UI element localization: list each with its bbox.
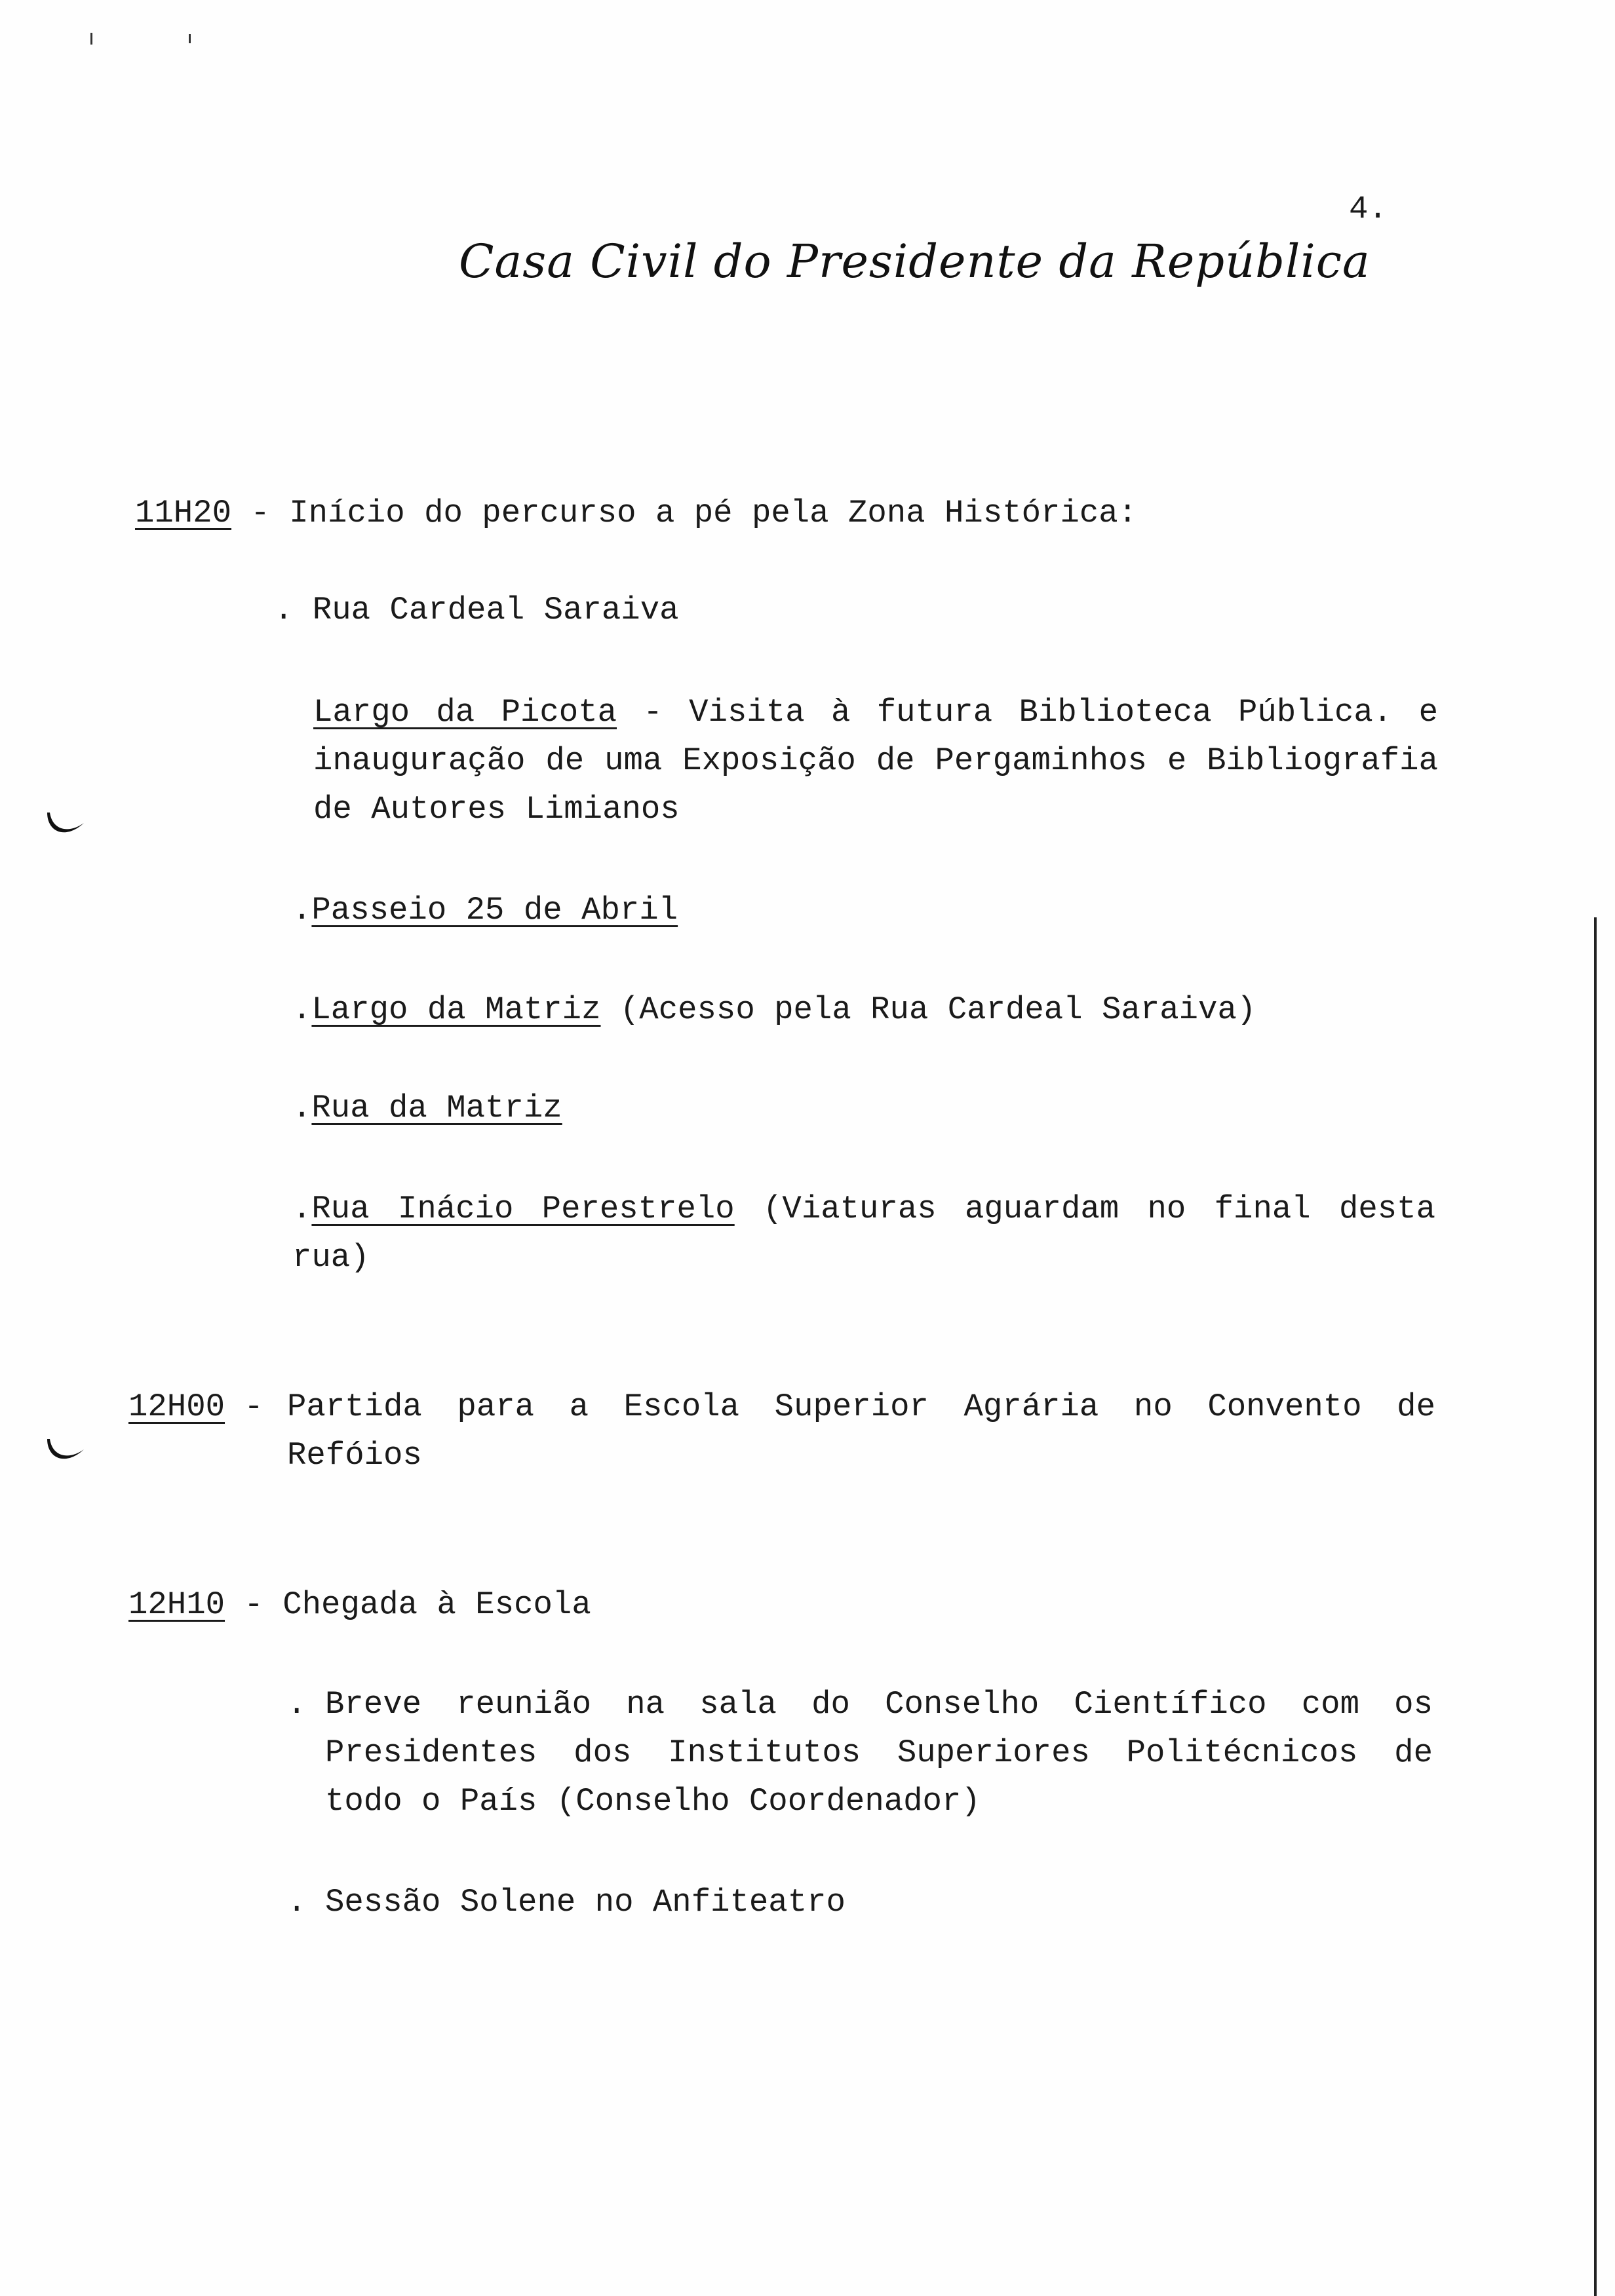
time-label: 12H00 [128,1388,225,1425]
time-1200: 12H00 - [128,1388,263,1425]
entry-1200-text: Partida para a Escola Superior Agrária no Convento de Refóios [287,1388,1435,1474]
item-largo-picota [313,688,1438,833]
item-rua-cardeal-text: . Rua Cardeal Saraiva [274,592,679,628]
scan-mark [189,34,191,43]
entry-text: Início do percurso a pé pela Zona Histórica: [289,495,1138,531]
bullet: . [287,1686,307,1723]
entry-text: Chegada à Escola [282,1586,591,1623]
item-reuniao: Breve reunião na sala do Conselho Científico com os Presidentes dos Institutos Superiores Politécnicos de todo o País (Conselho Coordenador) [325,1686,1433,1820]
item-description: (Viaturas aguardam no final desta rua) [292,1191,1435,1276]
scan-mark [90,33,92,45]
check-mark-icon [43,1427,89,1473]
place-name: Passeio 25 de Abril [311,892,678,928]
letterhead-title: Casa Civil do Presidente da República [459,235,1371,288]
page-number: 4. [1349,191,1388,227]
item-description: - Visita à futura Biblioteca Pública. e inauguração de uma Exposição de Pergaminhos e Bibliografia de Autores Limianos [313,694,1438,828]
place-name: Rua da Matriz [311,1090,562,1126]
item-rua-inacio: .Rua Inácio Perestrelo (Viaturas aguardam no final desta rua) [292,1191,1435,1276]
item-rua-matriz: .Rua da Matriz [292,1090,562,1126]
entry-1120: 11H20 - Início do percurso a pé pela Zona Histórica: [135,495,1138,531]
check-mark-icon [43,801,89,847]
item-passeio: .Passeio 25 de Abril [292,892,678,928]
place-name: Rua Inácio Perestrelo [311,1191,735,1227]
entry-1210: 12H10 - Chegada à Escola [128,1586,591,1623]
time-label: 12H10 [128,1586,225,1623]
bullet: . [287,1884,307,1921]
item-rua-cardeal [274,586,679,634]
item-description: (Acesso pela Rua Cardeal Saraiva) [600,991,1256,1028]
place-name: Largo da Picota [313,694,617,731]
page-edge [1594,917,1597,2296]
item-sessao: Sessão Solene no Anfiteatro [325,1884,846,1921]
time-label: 11H20 [135,495,232,531]
place-name: Largo da Matriz [311,991,601,1028]
item-largo-matriz: .Largo da Matriz (Acesso pela Rua Cardeal Saraiva) [292,991,1256,1028]
